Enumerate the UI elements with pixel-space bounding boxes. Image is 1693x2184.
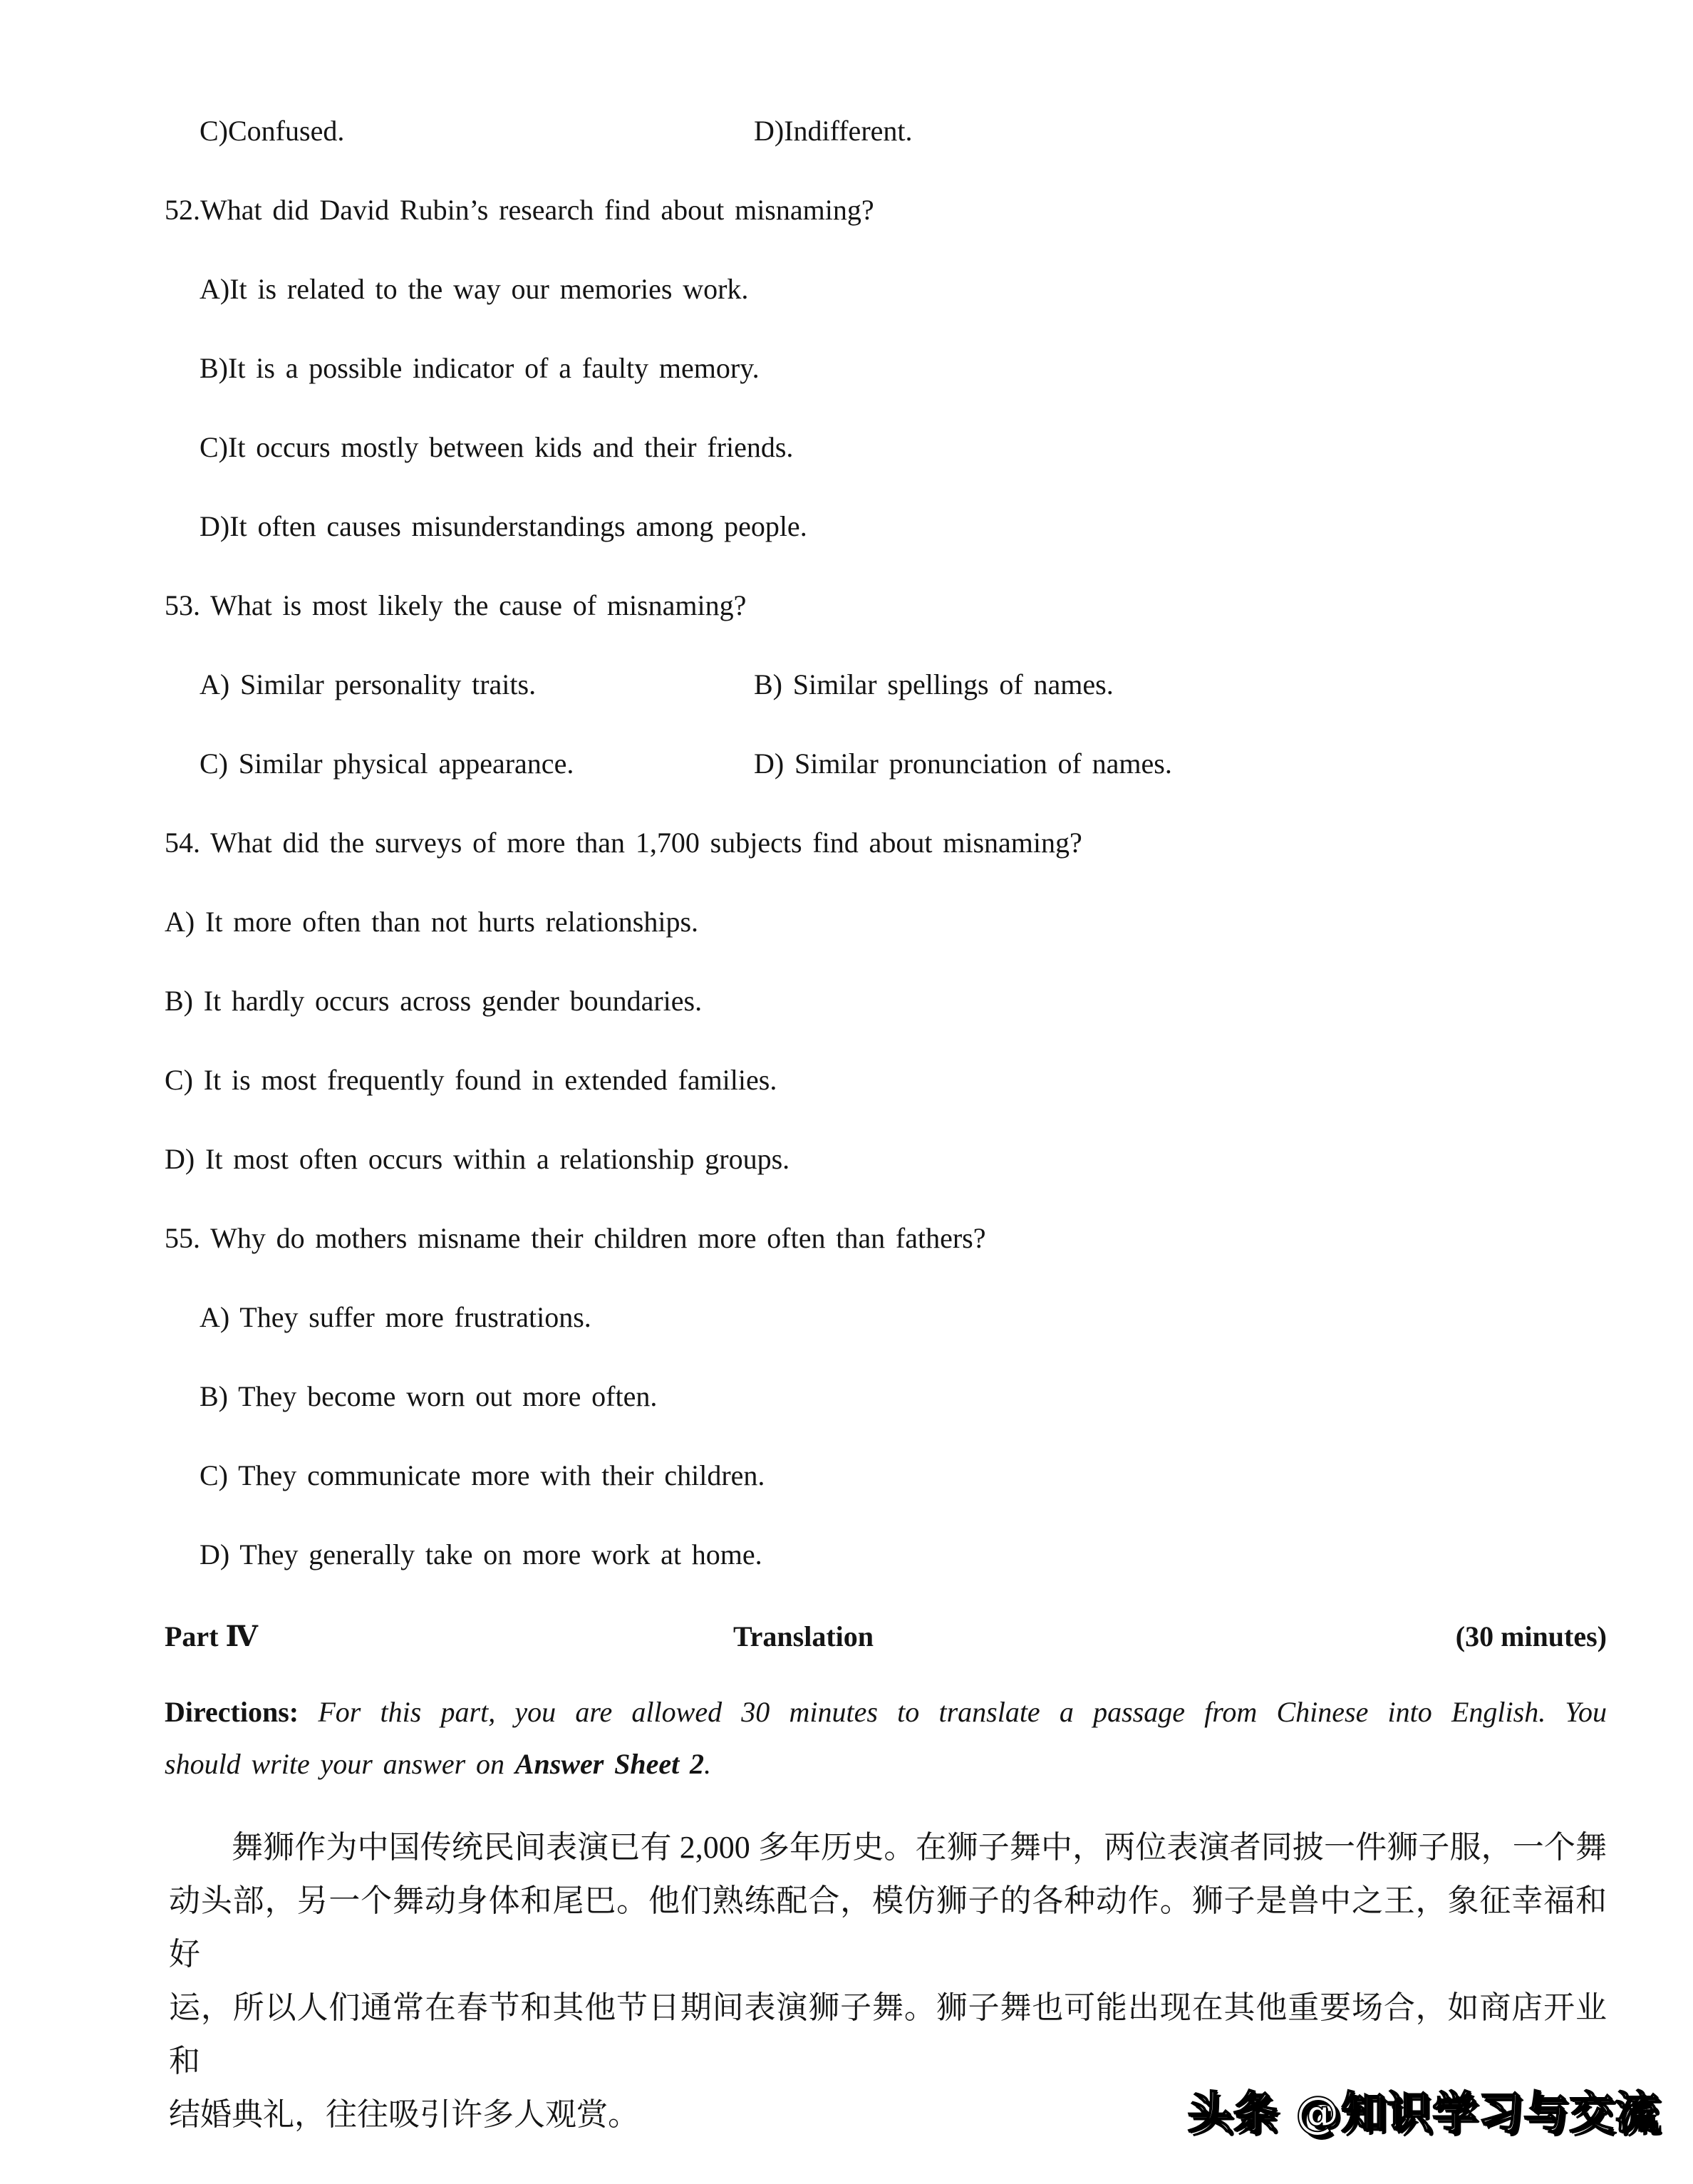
section-title: Translation (732, 1620, 874, 1652)
option-54-b: B) It hardly occurs across gender boundaries. (165, 985, 703, 1017)
directions-line2-text: should write your answer on (165, 1748, 515, 1780)
option-55-d: D) They generally take on more work at home. (200, 1538, 762, 1570)
answer-sheet-reference: Answer Sheet 2 (514, 1748, 705, 1780)
directions-text: For this part, you are allowed 30 minutes to translate a passage from Chinese into English. You (318, 1696, 1607, 1728)
option-55-c: C) They communicate more with their children. (200, 1459, 765, 1491)
question-53: 53. What is most likely the cause of misnaming? (165, 589, 747, 621)
question-54: 54. What did the surveys of more than 1,700 subjects find about misnaming? (165, 827, 1082, 859)
part-label: Part Ⅳ (165, 1620, 258, 1652)
part-header (0, 1597, 1693, 1676)
option-52-a: A)It is related to the way our memories work. (200, 273, 749, 305)
directions-line-1 (165, 1686, 1607, 1738)
options-53-cd (0, 724, 1693, 803)
question-51-options-cd (0, 91, 1693, 170)
option-54-c: C) It is most frequently found in extended families. (165, 1064, 777, 1096)
option-55-b: B) They become worn out more often. (200, 1380, 658, 1412)
question-51-options-cd-right: D)Indifferent. (754, 115, 913, 147)
directions-line-2 (165, 1738, 1607, 1790)
options-53-ab (0, 645, 1693, 724)
passage-line-1: 舞狮作为中国传统民间表演已有 2,000 多年历史。在狮子舞中，两位表演者同披一件狮子服，一个舞 (232, 1830, 1607, 1865)
option-52-d: D)It often causes misunderstandings among people. (200, 510, 807, 542)
option-54-a: A) It more often than not hurts relationships. (165, 906, 699, 938)
options-53-cd-left: C) Similar physical appearance. (200, 747, 574, 780)
option-54-d: D) It most often occurs within a relationship groups. (165, 1143, 790, 1175)
option-52-b: B)It is a possible indicator of a faulty memory. (200, 352, 760, 384)
option-52-c: C)It occurs mostly between kids and their friends. (200, 431, 794, 463)
options-53-cd-right: D) Similar pronunciation of names. (754, 747, 1172, 780)
question-51-options-cd-left: C)Confused. (200, 115, 345, 147)
directions (0, 1676, 1693, 1790)
passage-line-2: 动头部，另一个舞动身体和尾巴。他们熟练配合，模仿狮子的各种动作。狮子是兽中之王，象征幸福和好 (169, 1883, 1607, 1972)
options-53-ab-left: A) Similar personality traits. (200, 668, 537, 700)
directions-label: Directions: (165, 1696, 299, 1728)
question-52: 52.What did David Rubin’s research find about misnaming? (165, 194, 874, 226)
watermark-toutiao: 头条 @知识学习与交流 (1187, 2086, 1660, 2138)
time-limit: (30 minutes) (1455, 1620, 1607, 1652)
options-53-ab-right: B) Similar spellings of names. (754, 668, 1114, 700)
passage-line-4: 结婚典礼，往往吸引许多人观赏。 (169, 2097, 639, 2132)
question-55: 55. Why do mothers misname their children more often than fathers? (165, 1222, 986, 1254)
directions-line2-period: . (704, 1748, 712, 1780)
option-55-a: A) They suffer more frustrations. (200, 1301, 591, 1333)
passage-line-3: 运，所以人们通常在春节和其他节日期间表演狮子舞。狮子舞也可能出现在其他重要场合，如商店开业和 (169, 1990, 1607, 2079)
